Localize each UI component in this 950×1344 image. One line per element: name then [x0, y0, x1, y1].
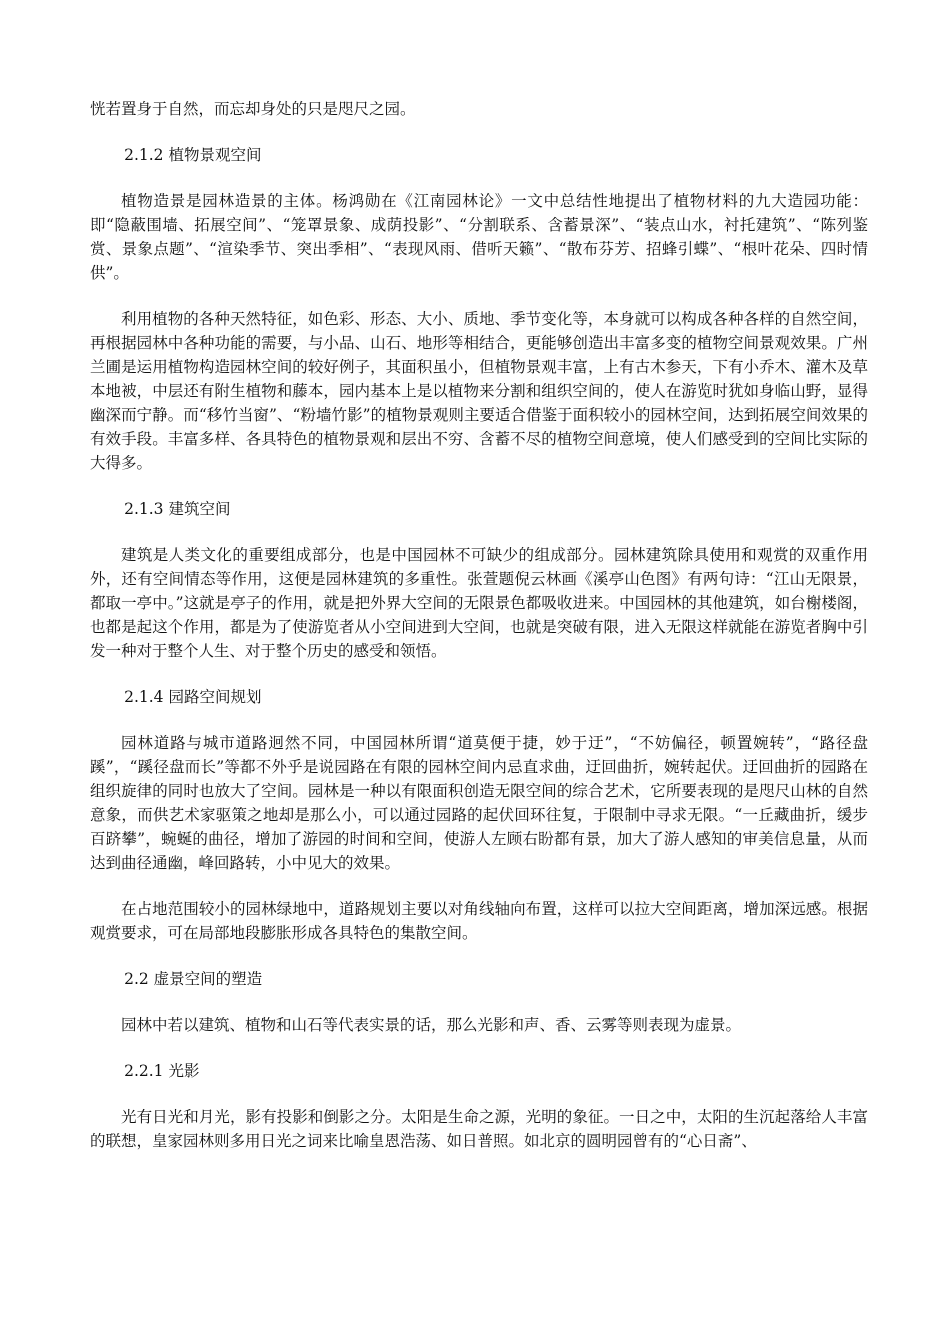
paragraph-intro-continuation: 恍若置身于自然，而忘却身处的只是咫尺之园。	[90, 100, 416, 118]
section-heading-2-1-3: 2.1.3 建筑空间	[124, 500, 231, 518]
paragraph-virtual-scene: 园林中若以建筑、植物和山石等代表实景的话，那么光影和声、香、云雾等则表现为虚景。	[121, 1016, 742, 1034]
section-heading-2-1-4: 2.1.4 园路空间规划	[124, 688, 262, 706]
paragraph-plant-functions: 植物造景是园林造景的主体。杨鸿勋在《江南园林论》一文中总结性地提出了植物材料的九大造园功能：即“隐蔽围墙、拓展空间”、“笼罩景象、成荫投影”、“分割联系、含蓄景深”、“装点山水，衬托建筑”、“陈列鉴赏、景象点题”、“渲染季节、突出季相”、“表现风雨、借听天籁”、“散布芬芳、招蜂引蝶”、“根叶花朵、四时情供”。	[90, 192, 868, 282]
section-heading-2-1-2: 2.1.2 植物景观空间	[124, 146, 262, 164]
section-heading-2-2-1: 2.2.1 光影	[124, 1062, 200, 1080]
paragraph-path-planning: 在占地范围较小的园林绿地中，道路规划主要以对角线轴向布置，这样可以拉大空间距离，增加深远感。根据观赏要求，可在局部地段膨胀形成各具特色的集散空间。	[90, 900, 868, 942]
paragraph-architecture-space: 建筑是人类文化的重要组成部分，也是中国园林不可缺少的组成部分。园林建筑除具使用和观赏的双重作用外，还有空间情态等作用，这便是园林建筑的多重性。张萱题倪云林画《溪亭山色图》有两句诗：“江山无限景，都取一亭中。”这就是亭子的作用，就是把外界大空间的无限景色都吸收进来。中国园林的其他建筑，如台榭楼阁，也都是起这个作用，都是为了使游览者从小空间进到大空间，也就是突破有限，进入无限这样就能在游览者胸中引发一种对于整个人生、对于整个历史的感受和领悟。	[90, 546, 868, 660]
paragraph-plant-space: 利用植物的各种天然特征，如色彩、形态、大小、质地、季节变化等，本身就可以构成各种各样的自然空间，再根据园林中各种功能的需要，与小品、山石、地形等相结合，更能够创造出丰富多变的植物空间景观效果。广州兰圃是运用植物构造园林空间的较好例子，其面积虽小，但植物景观丰富，上有古木参天，下有小乔木、灌木及草本地被，中层还有附生植物和藤本，园内基本上是以植物来分割和组织空间的，使人在游览时犹如身临山野，显得幽深而宁静。而“移竹当窗”、“粉墙竹影”的植物景观则主要适合借鉴于面积较小的园林空间，达到拓展空间效果的有效手段。丰富多样、各具特色的植物景观和层出不穷、含蓄不尽的植物空间意境，使人们感受到的空间比实际的大得多。	[90, 310, 868, 472]
paragraph-garden-path: 园林道路与城市道路迥然不同，中国园林所谓“道莫便于捷，妙于迂”，“不妨偏径，顿置婉转”，“路径盘蹊”，“蹊径盘而长”等都不外乎是说园路在有限的园林空间内忌直求曲，迂回曲折，婉转起伏。迂回曲折的园路在组织旋律的同时也放大了空间。园林是一种以有限面积创造无限空间的综合艺术，它所要表现的是咫尺山林的自然意象，而供艺术家驱策之地却是那么小，可以通过园路的起伏回环往复，于限制中寻求无限。“一丘藏曲折，缓步百跻攀”，蜿蜒的曲径，增加了游园的时间和空间，使游人左顾右盼都有景，加大了游人感知的审美信息量，从而达到曲径通幽，峰回路转，小中见大的效果。	[90, 734, 868, 872]
document-body	[90, 97, 868, 1175]
paragraph-light-shadow: 光有日光和月光，影有投影和倒影之分。太阳是生命之源，光明的象征。一日之中，太阳的生沉起落给人丰富的联想，皇家园林则多用日光之词来比喻皇恩浩荡、如日普照。如北京的圆明园曾有的“心日斋”、	[90, 1108, 868, 1150]
section-heading-2-2: 2.2 虚景空间的塑造	[124, 970, 263, 988]
